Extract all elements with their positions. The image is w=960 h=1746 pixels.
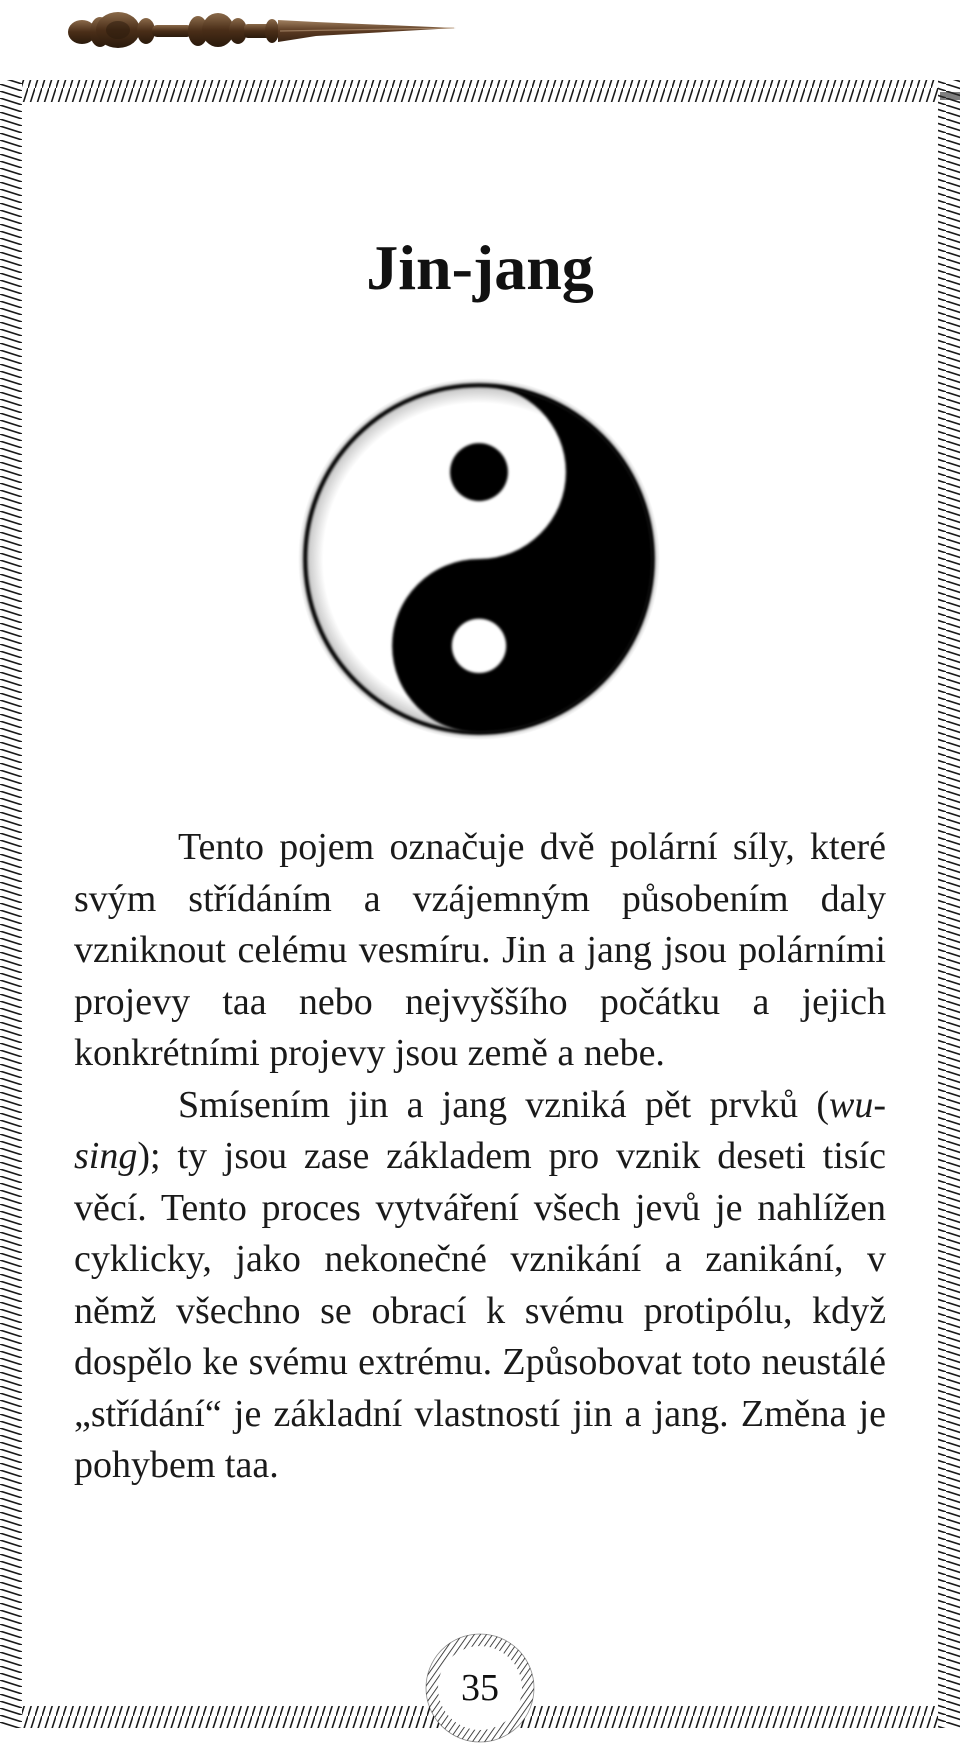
body-text (74, 822, 886, 1492)
paragraph-2-text-end: ); ty jsou zase základem pro vznik deseti tisíc věcí. Tento proces vytváření všech jevů je nahlížen cyklicky, jako nekonečné vznikání a zanikání, v němž všechno se obrací k svému protipólu, když dospělo ke svému extrému. Způsobovat toto neustálé „střídání“ je základní vlastností jin a jang. Změna je pohybem taa. (74, 1135, 886, 1486)
paragraph-2-italic-term: wu-sing (74, 1083, 886, 1177)
page-number: 35 (461, 1667, 499, 1709)
paragraph-2-text-start: Smísením jin a jang vzniká pět prvků ( (178, 1083, 829, 1126)
page-number-badge (422, 1630, 538, 1746)
paragraph-1 (74, 822, 886, 1080)
page-title: Jin-jang (366, 232, 594, 303)
paragraph-1-text: Tento pojem označuje dvě polární síly, které svým střídáním a vzájemným působením daly vzniknout celému vesmíru. Jin a jang jsou polárními projevy taa nebo nejvyššího počátku a jejich konkrétními projevy jsou země a nebe. (74, 826, 886, 1074)
paragraph-2 (74, 1080, 886, 1492)
yin-yang-icon (298, 378, 660, 740)
